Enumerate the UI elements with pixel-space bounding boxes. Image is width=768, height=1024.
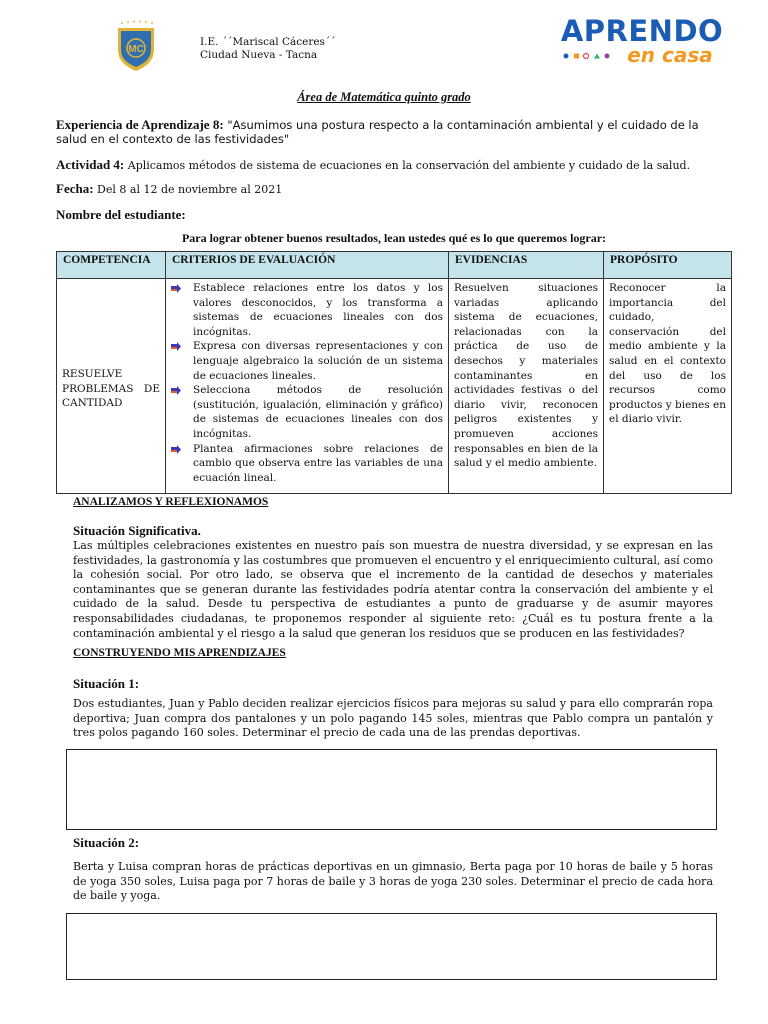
competency-table (56, 251, 732, 494)
experience-label: Experiencia de Aprendizaje 8: (56, 117, 224, 132)
criterion-item (171, 339, 443, 383)
table-header-row (57, 252, 732, 279)
criterion-item (171, 442, 443, 486)
student-name-label: Nombre del estudiante: (56, 207, 186, 222)
situation1-text: Dos estudiantes, Juan y Pablo deciden realizar ejercicios físicos para mejoras su salud y para ello comprarán ropa deportiva; Juan compra dos pantalones y un polo pagando 145 soles, mientras que Pablo compra un pantalón y tres polos pagando 160 soles. Determinar el precio de cada una de las prendas deportivas. (73, 697, 713, 740)
arrow-bullet-icon (171, 386, 181, 395)
situation2-title: Situación 2: (73, 835, 140, 850)
proposito-cell: Reconocer la importancia del cuidado, conservación del medio ambiente y la salud en el contexto del uso de los recursos como productos y bienes en el diario vivir. (604, 279, 732, 494)
aprendo-en-casa-logo (556, 15, 728, 67)
activity-label: Actividad 4: (56, 157, 125, 172)
arrow-bullet-icon (171, 445, 181, 454)
arrow-bullet-icon (171, 342, 181, 351)
situation1-answer-box[interactable] (66, 749, 717, 830)
header-proposito: PROPÓSITO (604, 252, 732, 279)
criterios-cell (166, 279, 449, 494)
competencia-text: RESUELVE PROBLEMAS DE CANTIDAD (62, 368, 160, 410)
build-heading: CONSTRUYENDO MIS APRENDIZAJES (73, 647, 286, 659)
date-label: Fecha: (56, 181, 94, 196)
experience-block (56, 118, 716, 146)
criteria-list (171, 281, 443, 485)
criterion-text: Selecciona métodos de resolución (sustitución, igualación, eliminación y gráfico) de sistemas de ecuaciones lineales con dos incógnitas. (193, 384, 443, 440)
situation1-title: Situación 1: (73, 676, 140, 691)
criterion-text: Plantea afirmaciones sobre relaciones de cambio que observa entre las variables de una ecuación lineal. (193, 442, 443, 484)
school-logo-text: MC (128, 44, 144, 55)
criterion-item (171, 383, 443, 441)
school-name (200, 36, 335, 62)
significant-title: Situación Significativa. (73, 523, 201, 538)
criterion-item (171, 281, 443, 339)
situation2-answer-box[interactable] (66, 913, 717, 980)
arrow-bullet-icon (171, 284, 181, 293)
brand-title: APRENDO (560, 15, 724, 48)
significant-text: Las múltiples celebraciones existentes en nuestro país son muestra de nuestra diversidad, y se expresan en las festividades, la gastronomía y las costumbres que promueven el encuentro y el enriquecimiento cultural, así como la cohesión social. Por otro lado, se observa que el incremento de la cantidad de desechos y materiales contaminantes que se generan durante las festividades podría atentar contra la conservación del ambiente y el cuidado de la salud. Desde tu perspectiva de estudiantes a punto de graduarse y de asumir mayores responsabilidades ciudadanas, te proponemos responder al siguiente reto: ¿Cuál es tu postura frente a la contaminación ambiental y el riesgo a la salud que generan los residuos que se producen en las festividades? (73, 539, 713, 640)
header-evidencias: EVIDENCIAS (449, 252, 604, 279)
date-block (56, 181, 282, 197)
goal-heading: Para lograr obtener buenos resultados, lean ustedes qué es lo que queremos lograr: (181, 231, 607, 245)
date-text: Del 8 al 12 de noviembre al 2021 (93, 183, 283, 196)
activity-block (56, 157, 736, 173)
activity-text: Aplicamos métodos de sistema de ecuaciones en la conservación del ambiente y cuidado de la salud. (124, 159, 691, 172)
school-name-line2: Ciudad Nueva - Tacna (200, 49, 318, 61)
header-competencia: COMPETENCIA (57, 252, 166, 279)
evidencias-cell: Resuelven situaciones variadas aplicando sistema de ecuaciones, relacionadas con la práctica de uso de desechos y materiales contaminantes en actividades festivas o del diario vivir, reconocen peligros existentes y promueven acciones responsables en bien de la salud y el medio ambiente. (449, 279, 604, 494)
table-row (57, 279, 732, 494)
criterion-text: Establece relaciones entre los datos y los valores desconocidos, y los transforma a sistemas de ecuaciones lineales con dos incógnitas. (193, 282, 443, 338)
header-criterios: CRITERIOS DE EVALUACIÓN (166, 252, 449, 279)
school-logo (115, 20, 157, 72)
competencia-cell (57, 279, 166, 494)
school-name-line1: I.E. ´´Mariscal Cáceres´´ (200, 36, 336, 48)
criterion-text: Expresa con diversas representaciones y con lenguaje algebraico la solución de un sistema de ecuaciones lineales. (193, 340, 443, 382)
page-title: Área de Matemática quinto grado (297, 90, 471, 104)
brand-subtitle: en casa (627, 43, 713, 67)
experience-text: "Asumimos una postura respecto a la contaminación ambiental y el cuidado de la salud en el contexto de las festividades" (56, 118, 699, 146)
school-shield-icon (115, 20, 157, 72)
decorative-shapes-icon (564, 54, 610, 59)
analyze-heading: ANALIZAMOS Y REFLEXIONAMOS (73, 496, 269, 508)
situation2-text: Berta y Luisa compran horas de prácticas deportivas en un gimnasio, Berta paga por 10 horas de baile y 5 horas de yoga 350 soles, Luisa paga por 7 horas de baile y 3 horas de yoga 230 soles. Determinar el precio de cada hora de baile y yoga. (73, 860, 713, 903)
